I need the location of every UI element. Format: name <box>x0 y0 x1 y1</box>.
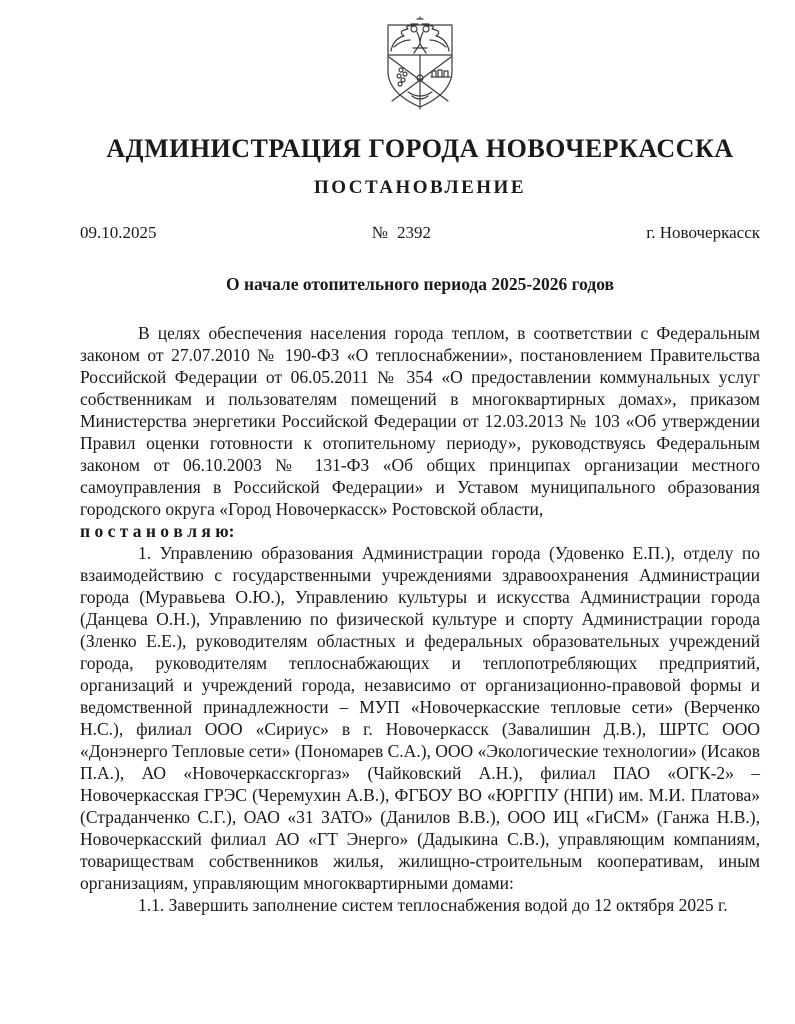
document-type-heading: ПОСТАНОВЛЕНИЕ <box>313 176 527 198</box>
number-sign: № <box>371 222 388 242</box>
document-meta-line <box>80 223 760 243</box>
coat-of-arms-icon <box>374 14 466 112</box>
number-value: 2392 <box>396 222 431 242</box>
document-date: 09.10.2025 <box>80 222 157 242</box>
coat-of-arms <box>80 14 760 117</box>
preamble-paragraph: В целях обеспечения населения города теплом, в соответствии с Федеральным законом от 27.07.2010 № 190-ФЗ «О теплоснабжении», постановлением Правительства Российской Федерации от 06.05.2011 № 354 «О предоставлении коммунальных услуг собственникам и пользователям помещений в многоквартирных домах», приказом Министерства энергетики Российской Федерации от 12.03.2013 № 103 «Об утверждении Правил оценки готовности к отопительному периоду», руководствуясь Федеральным законом от 06.10.2003 № 131-ФЗ «Об общих принципах организации местного самоуправления в Российской Федерации» и Уставом муниципального образования городского округа «Город Новочеркасск» Ростовской области, <box>80 322 760 519</box>
document-city: г. Новочеркасск <box>646 222 760 242</box>
item-1-1-paragraph: 1.1. Завершить заполнение систем теплоснабжения водой до 12 октября 2025 г. <box>138 894 728 915</box>
resolve-word: п о с т а н о в л я ю: <box>80 520 235 541</box>
organization-name: АДМИНИСТРАЦИЯ ГОРОДА НОВОЧЕРКАССКА <box>106 134 734 163</box>
document-title: О начале отопительного периода 2025-2026 годов <box>225 273 615 294</box>
document-number <box>372 223 431 243</box>
item-1-paragraph: 1. Управлению образования Администрации города (Удовенко Е.П.), отделу по взаимодействию с государственными учреждениями здравоохранения Администрации города (Муравьева О.Ю.), Управлению культуры и искусства Администрации города (Данцева О.Н.), Управлению по физической культуре и спорту Администрации города (Зленко Е.Е.), руководителям областных и федеральных образовательных учреждений города, руководителям теплоснабжающих и теплопотребляющих предприятий, организаций и учреждений города, независимо от организационно-правовой формы и ведомственной принадлежности – МУП «Новочеркасские тепловые сети» (Верченко Н.С.), филиал ООО «Сириус» в г. Новочеркасск (Завалишин Д.В.), ШРТС ООО «Донэнерго Тепловые сети» (Пономарев С.А.), ООО «Экологические технологии» (Исаков П.А.), АО «Новочеркасскгоргаз» (Чайковский А.Н.), филиал ПАО «ОГК-2» – Новочеркасская ГРЭС (Черемухин А.В.), ФГБОУ ВО «ЮРГПУ (НПИ) им. М.И. Платова» (Страданченко С.Г.), ОАО «31 ЗАТО» (Данилов В.В.), ООО ИЦ «ГиСМ» (Ганжа Н.В.), Новочеркасский филиал АО «ГТ Энерго» (Дадыкина С.В.), управляющим компаниям, товариществам собственников жилья, жилищно-строительным кооперативам, иным организациям, управляющим многоквартирными домами: <box>80 542 760 893</box>
